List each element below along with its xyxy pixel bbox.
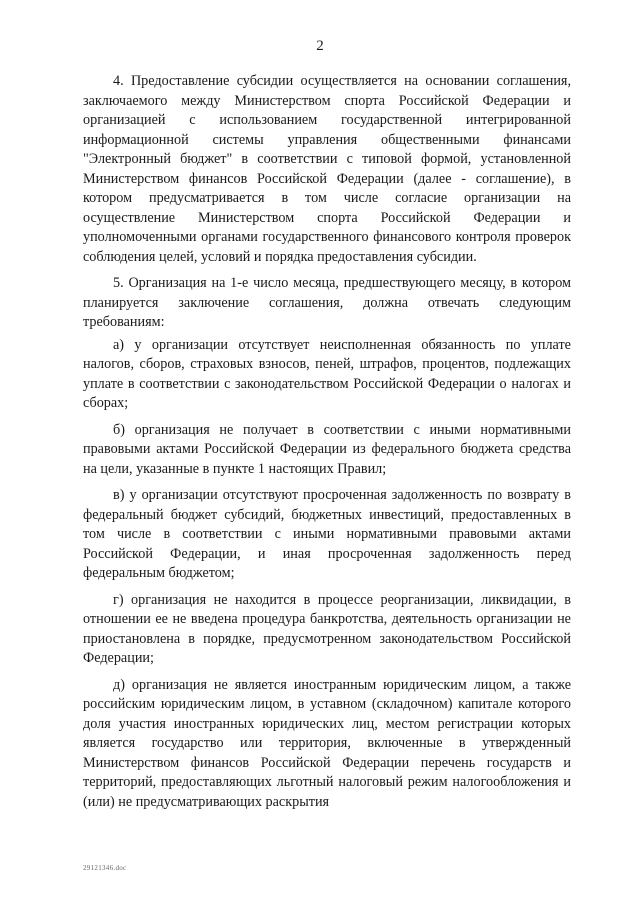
paragraph-item-a: а) у организации отсутствует неисполненная обязанность по уплате налогов, сборов, страховых взносов, пеней, штрафов, процентов, подлежащих уплате в соответствии с законодательством Российской Федерации о налогах и сборах; xyxy=(83,336,571,411)
paragraph-item-b: б) организация не получает в соответствии с иными нормативными правовыми актами Российской Федерации из федерального бюджета средства на цели, указанные в пункте 1 настоящих Правил; xyxy=(83,421,571,477)
page-number: 2 xyxy=(316,38,324,54)
paragraph-item-d: д) организация не является иностранным юридическим лицом, а также российским юридическим лицом, в уставном (складочном) капитале которого доля участия иностранных юридических лиц, местом регистрации которых является государство или территория, включенные в утвержденный Министерством финансов Российской Федерации перечень государств и территорий, предоставляющих льготный налоговый режим налогообложения и (или) не предусматривающих раскрытия xyxy=(83,676,571,810)
paragraph-clause-5: 5. Организация на 1-е число месяца, предшествующего месяцу, в котором планируется заключение соглашения, должна отвечать следующим требованиям: xyxy=(83,275,571,330)
document-body xyxy=(83,72,571,819)
document-file-reference: 29121346.doc xyxy=(83,864,127,872)
paragraph-item-g: г) организация не находится в процессе реорганизации, ликвидации, в отношении ее не введена процедура банкротства, деятельность организации не приостановлена в порядке, предусмотренном законодательством Российской Федерации; xyxy=(83,591,571,666)
paragraph-clause-4: 4. Предоставление субсидии осуществляется на основании соглашения, заключаемого между Министерством спорта Российской Федерации и организацией с использованием государственной интегрированной информационной системы управления общественными финансами "Электронный бюджет" в соответствии с типовой формой, установленной Министерством финансов Российской Федерации (далее - соглашение), в котором предусматривается в том числе согласие организации на осуществление Министерством спорта Российской Федерации и уполномоченными органами государственного финансового контроля проверок соблюдения целей, условий и порядка предоставления субсидии. xyxy=(83,73,571,265)
paragraph-item-v: в) у организации отсутствуют просроченная задолженность по возврату в федеральный бюджет субсидий, бюджетных инвестиций, предоставленных в том числе в соответствии с иными нормативными правовыми актами Российской Федерации, и иная просроченная задолженность перед федеральным бюджетом; xyxy=(83,487,571,581)
